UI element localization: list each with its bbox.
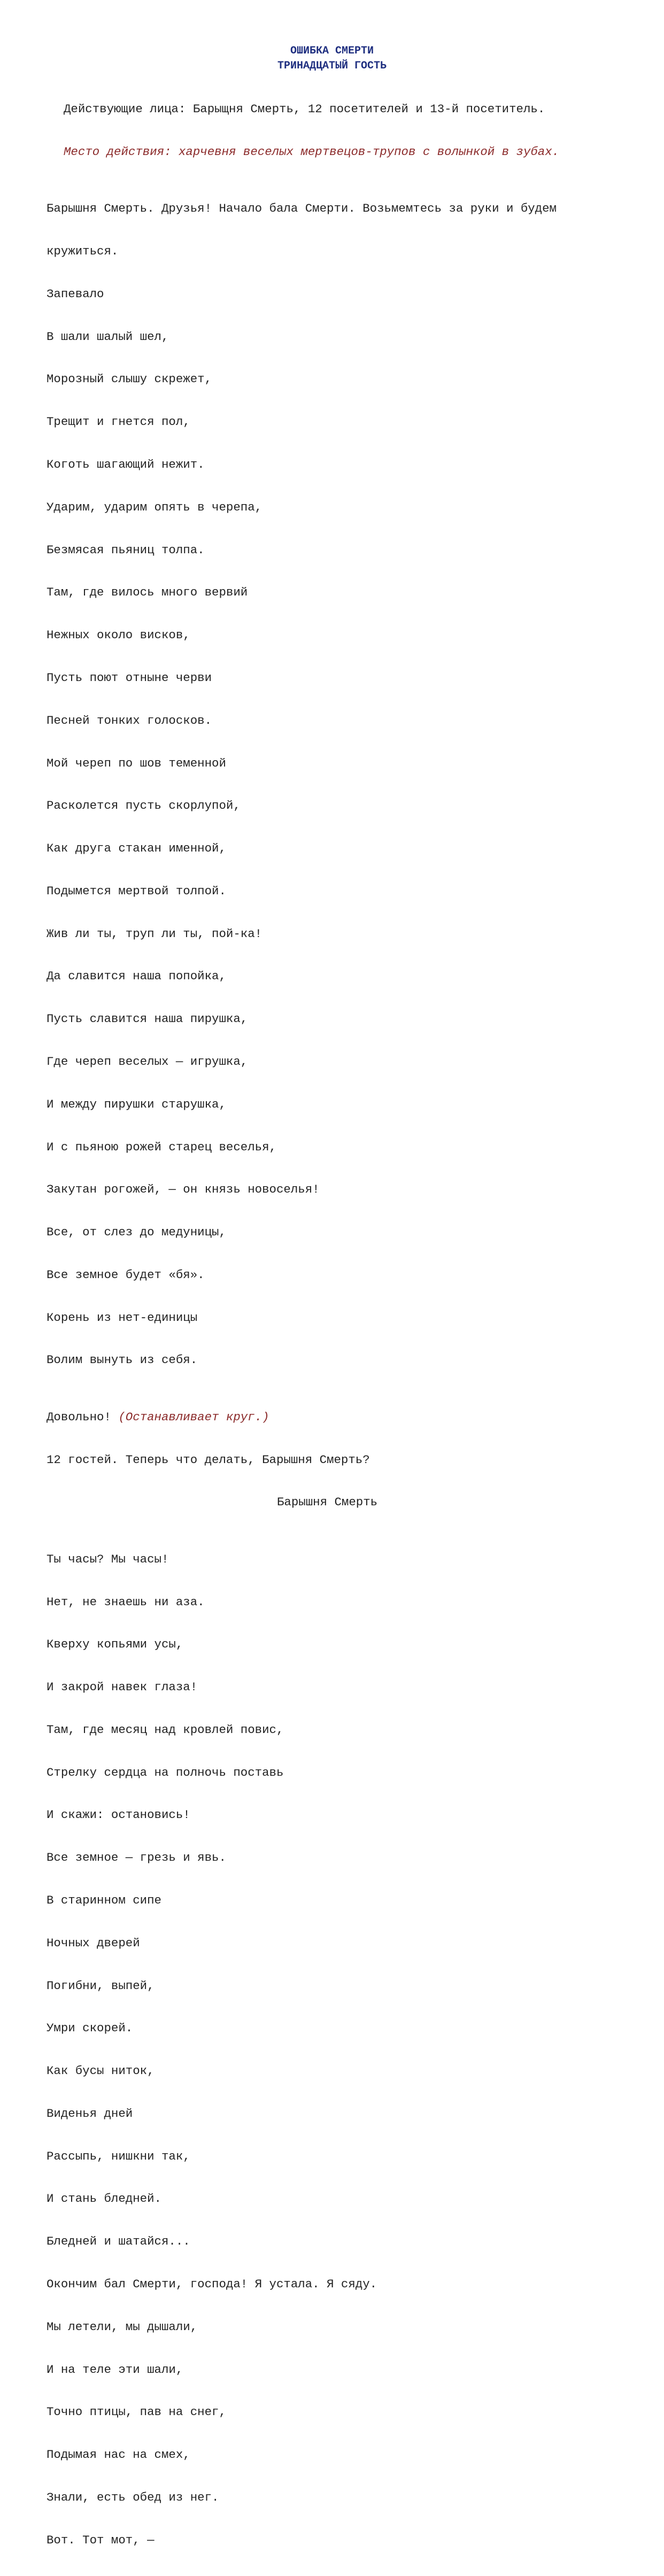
play-text (47, 74, 624, 2576)
text-line: Морозный слышу скрежет, (47, 372, 212, 386)
play-subtitle: ТРИНАДЦАТЫЙ ГОСТЬ (277, 60, 387, 72)
title-block (0, 44, 664, 74)
text-line: В старинном сипе (47, 1893, 161, 1907)
text-line: кружиться. (47, 244, 119, 259)
text-line: Кверху копьями усы, (47, 1637, 183, 1652)
text-line: Знали, есть обед из нег. (47, 2490, 219, 2504)
text-line: Виденья дней (47, 2106, 133, 2121)
stage-direction: (Останавливает круг.) (118, 1410, 269, 1424)
text-line: Вот. Тот мот, — (47, 2533, 155, 2547)
text-line: Трещит и гнется пол, (47, 415, 190, 429)
speaker-heading: Барышня Смерть (277, 1495, 378, 1510)
text-line: Закутан рогожей, — он князь новоселья! (47, 1182, 320, 1197)
text-line: Корень из нет-единицы (47, 1310, 198, 1325)
text-line: Все земное будет «бя». (47, 1267, 205, 1282)
text-line: И стань бледней. (47, 2192, 161, 2206)
text-line: Точно птицы, пав на снег, (47, 2405, 226, 2419)
text-line: Безмясая пьяниц толпа. (47, 543, 205, 557)
text-line: Запевало (47, 287, 104, 301)
text-line: Расколется пусть скорлупой, (47, 799, 241, 813)
setting-line: Место действия: харчевня веселых мертвецов-трупов с волынкой в зубах. (64, 144, 560, 159)
text-line: Песней тонких голосков. (47, 713, 212, 728)
text-line: Умри скорей. (47, 2021, 133, 2036)
text-line: Пусть поют отныне черви (47, 670, 212, 685)
text-line: Рассыпь, нишкни так, (47, 2149, 190, 2163)
stop-line (47, 1410, 624, 1425)
text-line: Ты часы? Мы часы! (47, 1552, 169, 1566)
text-line: И закрой навек глаза! (47, 1680, 198, 1695)
text-line: Окончим бал Смерти, господа! Я устала. Я сяду. (47, 2277, 377, 2292)
stop-line-text: Довольно! (47, 1410, 119, 1424)
text-line: Все, от слез до медуницы, (47, 1225, 226, 1240)
text-line: Коготь шагающий нежит. (47, 458, 205, 472)
text-line: Все земное — грезь и явь. (47, 1851, 226, 1865)
text-line: Барышня Смерть. Друзья! Начало бала Смерти. Возьмемтесь за руки и будем (47, 202, 557, 216)
text-line: Да славится наша попойка, (47, 969, 226, 984)
text-line: Жив ли ты, труп ли ты, пой-ка! (47, 926, 262, 941)
text-line: Ночных дверей (47, 1936, 140, 1950)
text-line: Нет, не знаешь ни аза. (47, 1595, 205, 1609)
text-line: Подымая нас на смех, (47, 2448, 190, 2462)
cast-line: Действующие лица: Барыщня Смерть, 12 посетителей и 13-й посетитель. (64, 102, 545, 117)
text-line: И на теле эти шали, (47, 2362, 183, 2377)
text-line: Мы летели, мы дышали, (47, 2319, 198, 2334)
text-line: Бледней и шатайся... (47, 2234, 190, 2249)
text-line: Там, где вилось много вервий (47, 585, 248, 600)
text-line: И между пирушки старушка, (47, 1097, 226, 1111)
text-line: Как друга стакан именной, (47, 841, 226, 856)
play-title: ОШИБКА СМЕРТИ (290, 45, 374, 57)
text-line: Где череп веселых — игрушка, (47, 1054, 248, 1069)
text-line: Ударим, ударим опять в черепа, (47, 500, 262, 514)
text-line: Как бусы ниток, (47, 2064, 155, 2078)
text-line: В шали шалый шел, (47, 329, 169, 344)
text-line: Подымется мертвой толпой. (47, 884, 226, 898)
text-line: Там, где месяц над кровлей повис, (47, 1722, 284, 1737)
text-line: Пусть славится наша пирушка, (47, 1012, 248, 1026)
guests-line: 12 гостей. Теперь что делать, Барышня Смерть? (47, 1452, 370, 1467)
text-line: Волим вынуть из себя. (47, 1353, 198, 1367)
text-line: Стрелку сердца на полночь поставь (47, 1765, 284, 1780)
text-line: Мой череп по шов теменной (47, 756, 226, 770)
text-line: И скажи: остановись! (47, 1808, 190, 1822)
text-line: Погибни, выпей, (47, 1978, 155, 1993)
text-line: Нежных около висков, (47, 628, 190, 643)
text-line: И с пьяною рожей старец веселья, (47, 1140, 276, 1154)
